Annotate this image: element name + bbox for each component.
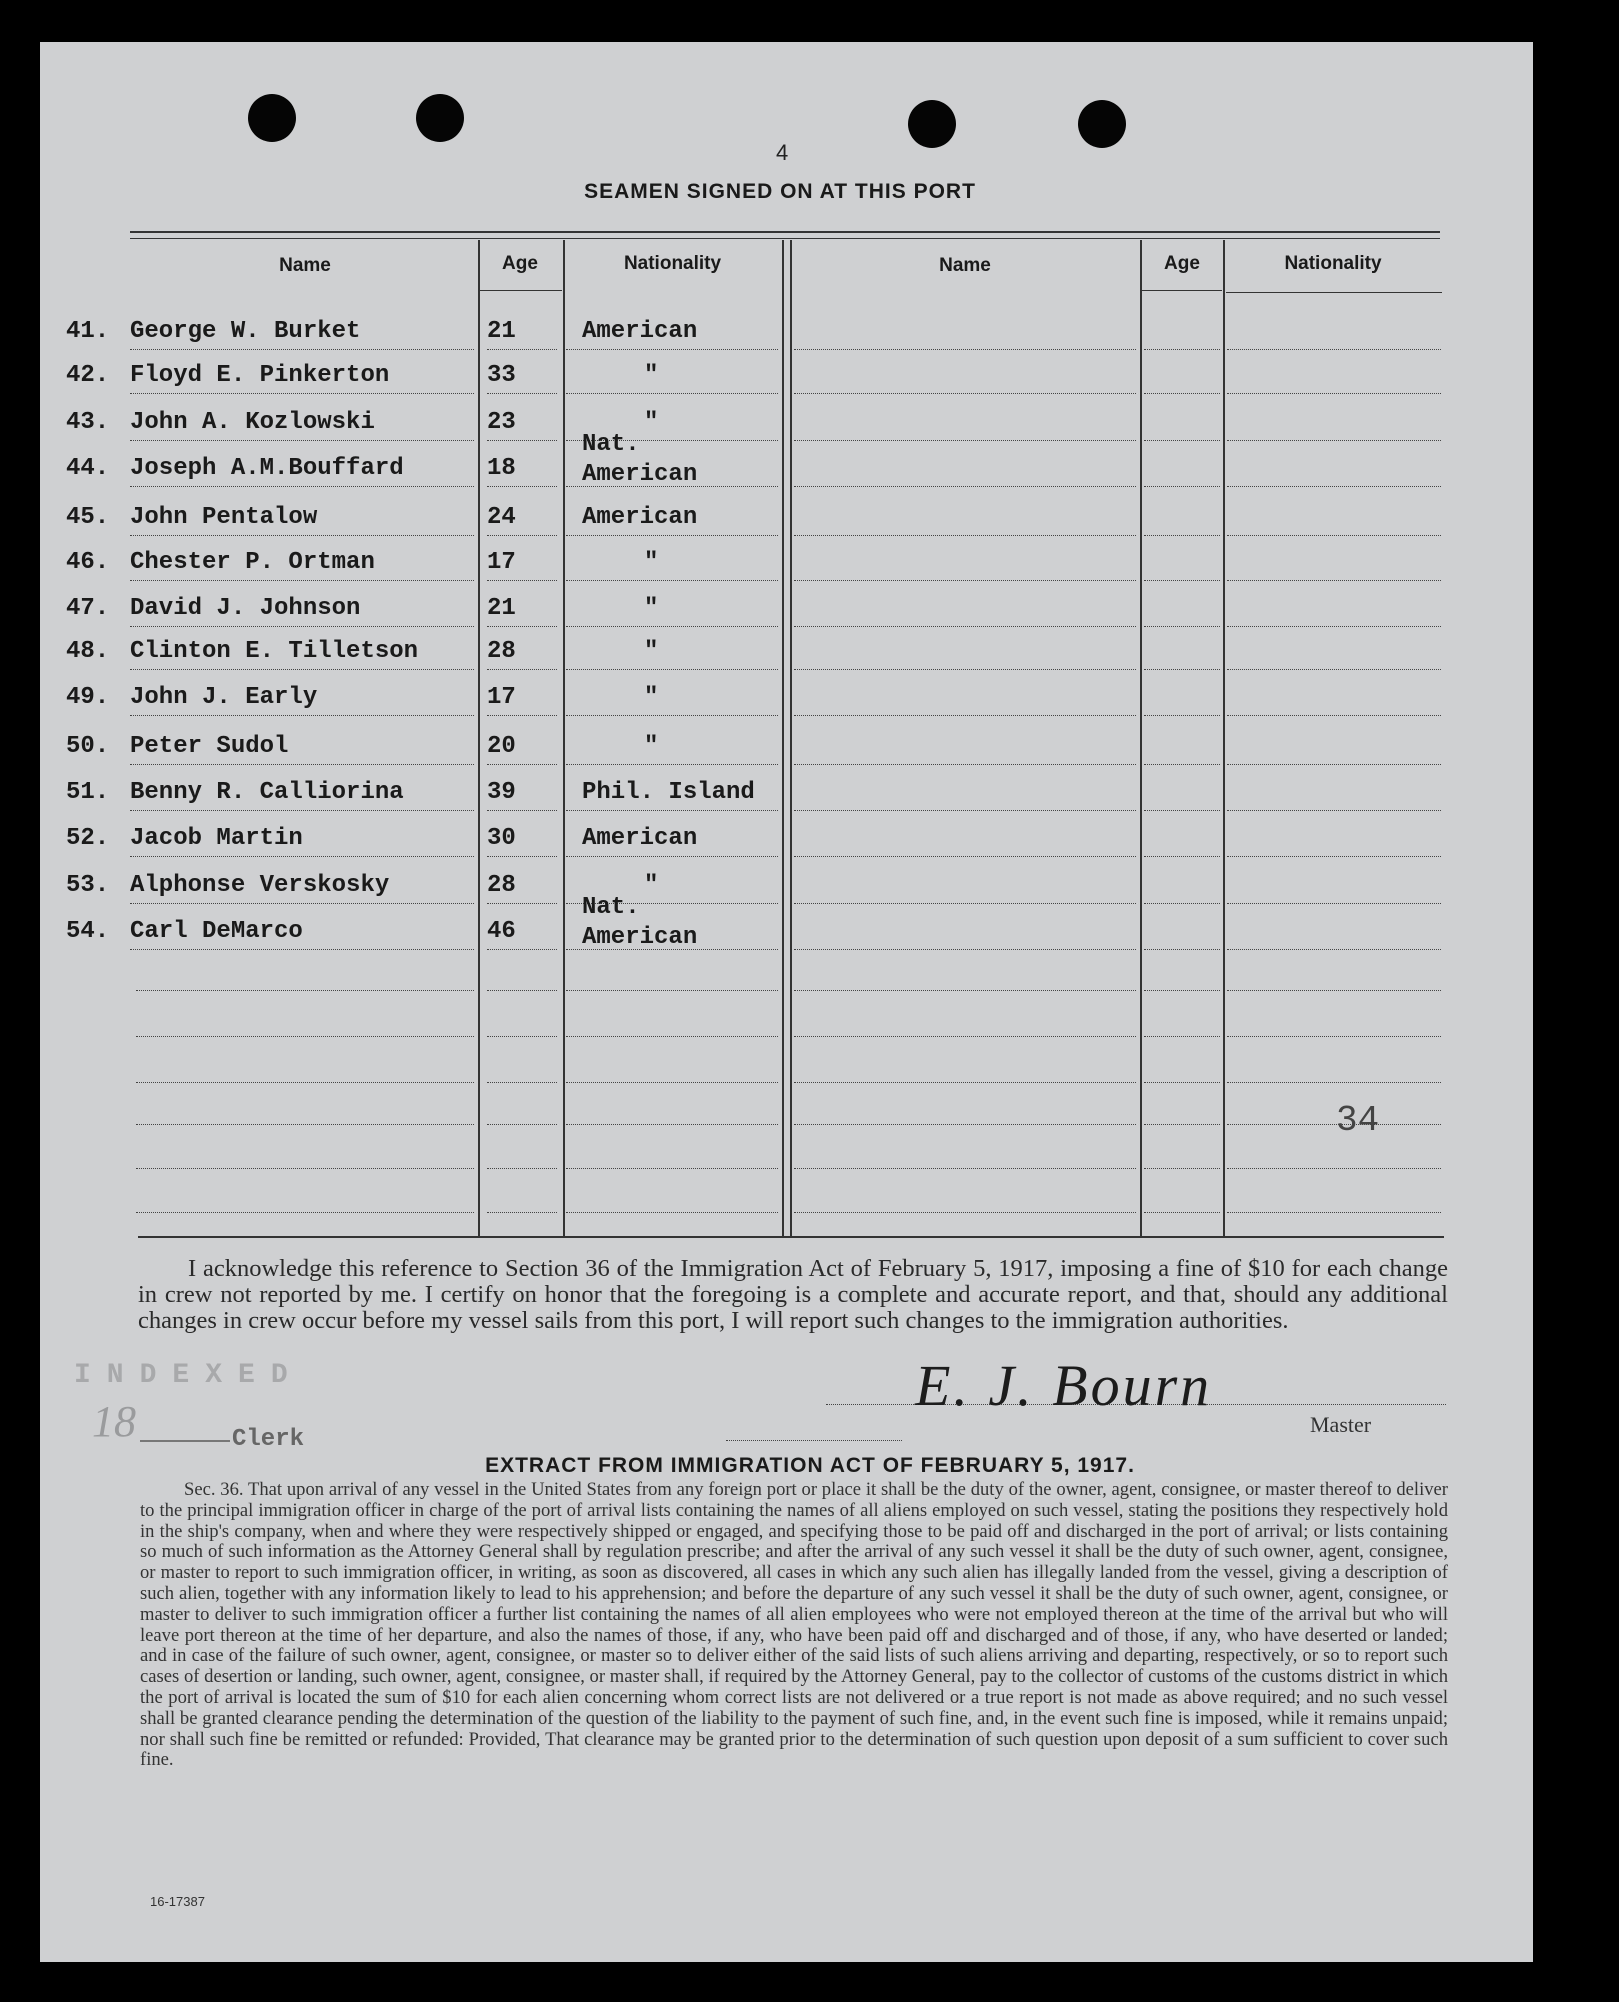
row-number: 50. [66,733,110,760]
blank-row-rule [566,1212,778,1213]
blank-row-rule [1144,1036,1220,1037]
row-rule [1144,903,1220,904]
clerk-initials: 18 [92,1397,136,1446]
row-rule [1227,349,1441,350]
row-rule [566,486,778,487]
crew-nationality: " [644,872,659,899]
column-header-name: Name [939,255,991,276]
row-rule [1227,715,1441,716]
blank-row-rule [1144,1212,1220,1213]
row-rule [130,810,474,811]
blank-row-rule [136,1212,474,1213]
row-rule [566,856,778,857]
blank-row-rule [1144,1082,1220,1083]
row-rule [1144,810,1220,811]
row-rule [1227,856,1441,857]
row-rule [1144,486,1220,487]
row-number: 53. [66,872,110,899]
row-number: 45. [66,504,110,531]
row-rule [130,349,474,350]
row-rule [794,393,1136,394]
crew-age: 28 [487,638,516,665]
crew-nationality: Nat. [582,431,640,458]
crew-name: George W. Burket [130,318,361,345]
column-divider [478,240,480,1238]
row-rule [1227,810,1441,811]
acknowledgement-text: I acknowledge this reference to Section 36 of the Immigration Act of February 5, 1917, imposing a fine of $10 for each change in crew not reported by me. I certify on honor that the foregoing is a complete and accurate report, and that, should any additional changes in crew occur before my vessel sails from this port, I will report such changes to the immigration authorities. [138,1255,1448,1334]
header-underline [1226,292,1442,293]
row-rule [566,715,778,716]
blank-row-rule [794,1212,1136,1213]
row-rule [487,715,557,716]
crew-age: 21 [487,595,516,622]
blank-row-rule [136,990,474,991]
column-header-age: Age [1164,253,1200,274]
crew-name: Floyd E. Pinkerton [130,362,390,389]
row-rule [1144,669,1220,670]
row-rule [487,669,557,670]
blank-row-rule [794,1168,1136,1169]
handwritten-count: 34 [1336,1100,1380,1141]
table-top-rule [130,238,1440,239]
blank-row-rule [794,1124,1136,1125]
indexed-stamp: INDEXED [74,1360,304,1391]
crew-age: 33 [487,362,516,389]
crew-age: 39 [487,779,516,806]
row-number: 49. [66,684,110,711]
row-rule [794,669,1136,670]
column-divider [790,240,792,1238]
row-rule [794,349,1136,350]
row-rule [487,626,557,627]
row-rule [794,949,1136,950]
row-rule [487,440,557,441]
row-rule [1227,669,1441,670]
signature-line [726,1440,902,1441]
blank-row-rule [1227,1212,1441,1213]
row-rule [794,580,1136,581]
crew-name: Chester P. Ortman [130,549,375,576]
row-rule [130,626,474,627]
row-rule [130,764,474,765]
row-rule [1144,535,1220,536]
column-header-age: Age [502,253,538,274]
blank-row-rule [1227,1168,1441,1169]
row-rule [566,764,778,765]
crew-age: 28 [487,872,516,899]
row-rule [487,486,557,487]
blank-row-rule [566,1036,778,1037]
blank-row-rule [136,1124,474,1125]
blank-row-rule [487,1082,557,1083]
row-rule [130,535,474,536]
crew-name: David J. Johnson [130,595,361,622]
column-header-nationality: Nationality [623,253,722,274]
blank-row-rule [487,1168,557,1169]
blank-row-rule [794,990,1136,991]
row-number: 48. [66,638,110,665]
blank-row-rule [136,1082,474,1083]
blank-row-rule [1227,1082,1441,1083]
crew-name: John A. Kozlowski [130,409,375,436]
row-rule [1144,949,1220,950]
crew-nationality-line2: American [582,924,698,951]
blank-row-rule [136,1168,474,1169]
crew-name: Peter Sudol [130,733,289,760]
blank-row-rule [566,1082,778,1083]
crew-name: Benny R. Calliorina [130,779,404,806]
blank-row-rule [1144,1124,1220,1125]
blank-row-rule [1227,1036,1441,1037]
page-title: SEAMEN SIGNED ON AT THIS PORT [584,180,976,203]
row-rule [566,949,778,950]
row-rule [1144,715,1220,716]
crew-name: Jacob Martin [130,825,303,852]
row-rule [130,949,474,950]
row-rule [794,856,1136,857]
row-rule [794,903,1136,904]
blank-row-rule [487,1124,557,1125]
row-rule [1227,764,1441,765]
row-rule [130,580,474,581]
blank-row-rule [487,1212,557,1213]
column-divider [563,240,565,1238]
signature: E. J. Bourn [915,1353,1213,1418]
row-rule [487,580,557,581]
row-rule [794,810,1136,811]
row-number: 41. [66,318,110,345]
row-rule [1144,440,1220,441]
crew-age: 46 [487,918,516,945]
crew-nationality: American [582,825,698,852]
crew-age: 21 [487,318,516,345]
row-number: 54. [66,918,110,945]
row-number: 46. [66,549,110,576]
table-top-rule [130,231,1440,233]
row-rule [487,535,557,536]
crew-age: 17 [487,549,516,576]
blank-row-rule [1144,1168,1220,1169]
header-underline [480,290,562,291]
row-rule [130,903,474,904]
punch-hole [1078,100,1126,148]
row-rule [130,715,474,716]
crew-nationality: " [644,549,659,576]
punch-hole [248,94,296,142]
row-rule [1144,349,1220,350]
column-divider [1140,240,1142,1238]
row-rule [130,393,474,394]
crew-age: 30 [487,825,516,852]
row-rule [1144,626,1220,627]
blank-row-rule [1227,990,1441,991]
crew-nationality: American [582,318,698,345]
row-rule [566,349,778,350]
crew-nationality: " [644,638,659,665]
blank-row-rule [136,1036,474,1037]
row-number: 44. [66,455,110,482]
blank-row-rule [566,1124,778,1125]
blank-row-rule [487,990,557,991]
row-rule [794,440,1136,441]
column-header-nationality: Nationality [1284,253,1382,274]
crew-nationality: " [644,733,659,760]
column-header-name: Name [279,255,331,276]
row-rule [130,440,474,441]
extract-title: EXTRACT FROM IMMIGRATION ACT OF FEBRUARY 5, 1917. [485,1454,1135,1477]
row-rule [566,669,778,670]
row-number: 42. [66,362,110,389]
row-rule [1227,949,1441,950]
row-number: 52. [66,825,110,852]
crew-name: Joseph A.M.Bouffard [130,455,404,482]
punch-hole [416,94,464,142]
crew-name: Clinton E. Tilletson [130,638,419,665]
crew-age: 17 [487,684,516,711]
row-rule [1144,393,1220,394]
row-rule [130,856,474,857]
row-rule [1227,626,1441,627]
row-number: 47. [66,595,110,622]
crew-name: Alphonse Verskosky [130,872,390,899]
row-number: 43. [66,409,110,436]
blank-row-rule [487,1036,557,1037]
row-rule [1144,580,1220,581]
blank-row-rule [566,1168,778,1169]
blank-row-rule [566,990,778,991]
row-rule [487,393,557,394]
row-rule [1227,486,1441,487]
row-rule [487,349,557,350]
crew-nationality: American [582,504,698,531]
crew-nationality: " [644,595,659,622]
crew-name: John J. Early [130,684,318,711]
master-label: Master [1310,1412,1372,1437]
column-divider [1223,240,1225,1238]
row-number: 51. [66,779,110,806]
row-rule [1227,535,1441,536]
row-rule [566,393,778,394]
page-number: 4 [776,140,789,165]
row-rule [794,764,1136,765]
blank-row-rule [794,1036,1136,1037]
crew-nationality: " [644,684,659,711]
row-rule [794,626,1136,627]
crew-age: 20 [487,733,516,760]
crew-name: Carl DeMarco [130,918,303,945]
row-rule [487,810,557,811]
clerk-line [140,1440,230,1442]
blank-row-rule [1144,990,1220,991]
row-rule [487,764,557,765]
crew-age: 18 [487,455,516,482]
crew-nationality: " [644,362,659,389]
crew-age: 23 [487,409,516,436]
row-rule [487,903,557,904]
row-rule [566,535,778,536]
row-rule [487,856,557,857]
row-rule [1144,764,1220,765]
row-rule [1227,580,1441,581]
column-divider [782,240,784,1238]
row-rule [794,535,1136,536]
row-rule [487,949,557,950]
row-rule [794,486,1136,487]
clerk-label: Clerk [232,1426,305,1453]
row-rule [1227,440,1441,441]
row-rule [1227,903,1441,904]
header-underline [1142,290,1222,291]
blank-row-rule [794,1082,1136,1083]
row-rule [130,486,474,487]
row-rule [794,715,1136,716]
crew-nationality: " [644,409,659,436]
row-rule [566,580,778,581]
crew-age: 24 [487,504,516,531]
crew-nationality: Phil. Island [582,779,755,806]
row-rule [1227,393,1441,394]
punch-hole [908,100,956,148]
crew-nationality-line2: American [582,461,698,488]
extract-text: Sec. 36. That upon arrival of any vessel in the United States from any foreign port or place it shall be the duty of the owner, agent, consignee, or master thereof to deliver to the principal immigration officer in charge of the port of arrival lists containing the names of all aliens employed on such vessel, stating the positions they respectively hold in the ship's company, when and where they were respectively shipped or engaged, and specifying those to be paid off and discharged in the port of arrival; or lists containing so much of such information as the Attorney General shall by regulation prescribe; and after the arrival of any such vessel it shall be the duty of such owner, agent, consignee, or master to report to such immigration officer, in writing, as soon as discovered, all cases in which any such alien has illegally landed from the vessel, giving a description of such alien, together with any information likely to lead to his apprehension; and before the departure of any such vessel it shall be the duty of such owner, agent, consignee, or master to deliver to such immigration officer a further list containing the names of all alien employees who were not employed thereon at the time of the arrival but who will leave port thereon at the time of her departure, and also the names of those, if any, who have been paid off and discharged and of those, if any, who have deserted or landed; and in case of the failure of such owner, agent, consignee, or master so to deliver either of the said lists of such aliens arriving and departing, respectively, or so to report such cases of desertion or landing, such owner, agent, consignee, or master shall, if required by the Attorney General, pay to the collector of customs of the customs district in which the port of arrival is located the sum of $10 for each alien concerning whom correct lists are not delivered or a true report is not made as above required; and no such vessel shall be granted clearance pending the determination of the question of the liability to the payment of such fine, and, in the event such fine is imposed, while it remains unpaid; nor shall such fine be remitted or refunded: Provided, That clearance may be granted prior to the determination of such question upon deposit of a sum sufficient to cover such fine. [140,1479,1448,1771]
crew-nationality: Nat. [582,894,640,921]
row-rule [1144,856,1220,857]
row-rule [566,626,778,627]
crew-name: John Pentalow [130,504,318,531]
row-rule [130,669,474,670]
form-number: 16-17387 [150,1894,205,1909]
row-rule [566,810,778,811]
blank-row-rule [1227,1124,1441,1125]
